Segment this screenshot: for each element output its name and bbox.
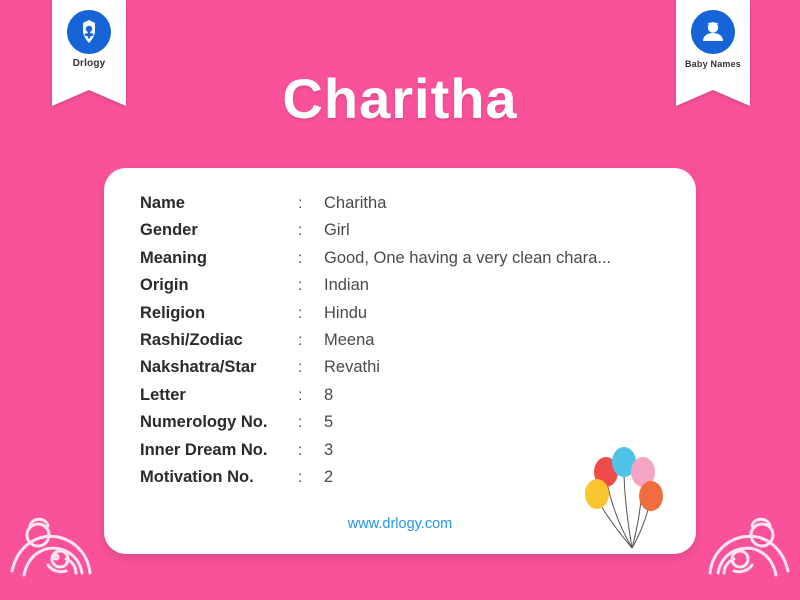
row-value: Indian bbox=[324, 276, 369, 295]
mother-and-baby-icon bbox=[4, 493, 104, 598]
row-value: 5 bbox=[324, 413, 334, 432]
row-key: Motivation No. bbox=[140, 467, 254, 486]
row-separator: : bbox=[298, 304, 303, 322]
row-separator: : bbox=[298, 195, 303, 212]
badge-label: Baby Names bbox=[684, 59, 742, 69]
table-row bbox=[140, 221, 670, 248]
row-key: Meaning bbox=[140, 248, 207, 267]
name-details-card bbox=[104, 168, 696, 554]
row-separator: : bbox=[298, 331, 303, 349]
table-row bbox=[140, 249, 670, 276]
row-value: Hindu bbox=[324, 303, 368, 322]
row-key: Religion bbox=[140, 303, 206, 322]
baby-avatar-icon bbox=[691, 10, 735, 54]
table-row bbox=[140, 194, 670, 221]
row-separator: : bbox=[298, 249, 303, 267]
row-key: Numerology No. bbox=[140, 413, 268, 432]
table-row bbox=[140, 276, 670, 303]
table-row bbox=[140, 331, 670, 358]
row-key: Gender bbox=[140, 221, 198, 240]
row-key: Origin bbox=[140, 276, 189, 295]
drlogy-logo-icon bbox=[67, 10, 111, 54]
row-separator: : bbox=[298, 277, 303, 295]
row-key: Name bbox=[140, 194, 185, 212]
row-value: Charitha bbox=[324, 194, 387, 212]
row-value: Girl bbox=[324, 221, 350, 240]
row-value: 8 bbox=[324, 385, 334, 404]
table-row bbox=[140, 413, 670, 440]
table-row bbox=[140, 386, 670, 413]
page-title: Charitha bbox=[282, 67, 518, 130]
balloons-icon bbox=[566, 444, 686, 554]
row-key: Nakshatra/Star bbox=[140, 358, 257, 377]
table-row bbox=[140, 304, 670, 331]
row-value: 2 bbox=[324, 467, 334, 486]
row-value: Revathi bbox=[324, 358, 380, 377]
mother-and-baby-icon bbox=[696, 493, 796, 598]
row-value: Good, One having a very clean chara... bbox=[324, 248, 612, 267]
row-value: 3 bbox=[324, 440, 334, 459]
row-key: Rashi/Zodiac bbox=[140, 330, 243, 349]
table-row bbox=[140, 358, 670, 385]
row-separator: : bbox=[298, 414, 303, 432]
row-separator: : bbox=[298, 468, 303, 486]
row-value: Meena bbox=[324, 330, 375, 349]
row-separator: : bbox=[298, 386, 303, 404]
badge-label: Drlogy bbox=[72, 58, 106, 69]
row-separator: : bbox=[298, 359, 303, 377]
row-separator: : bbox=[298, 441, 303, 459]
row-separator: : bbox=[298, 222, 303, 240]
website-link[interactable]: www.drlogy.com bbox=[347, 516, 453, 532]
row-key: Letter bbox=[140, 385, 186, 404]
row-key: Inner Dream No. bbox=[140, 440, 268, 459]
